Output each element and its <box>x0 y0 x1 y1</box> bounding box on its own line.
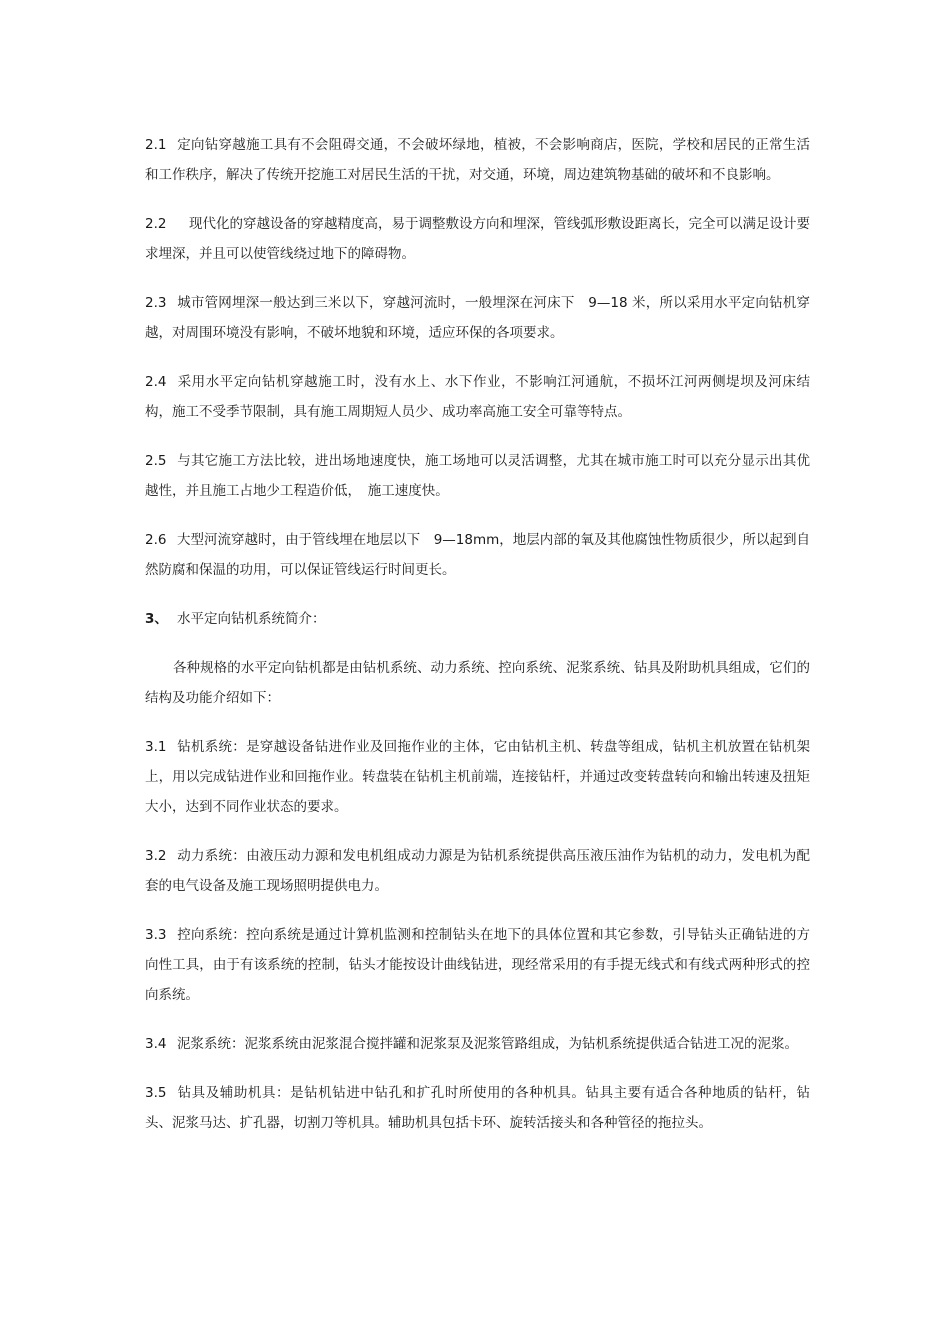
subsection-text: 控向系统：控向系统是通过计算机监测和控制钻头在地下的具体位置和其它参数，引导钻头正确钻进的方向性工具，由于有该系统的控制，钻头才能按设计曲线钻进，现经常采用的有手提无线式和有线式两种形式的控向系统。 <box>145 927 810 1003</box>
paragraph-2-2 <box>145 209 810 269</box>
subsection-number: 3.4 <box>145 1036 167 1052</box>
section-title: 水平定向钻机系统简介： <box>177 611 326 627</box>
paragraph-text: 采用水平定向钻机穿越施工时，没有水上、水下作业，不影响江河通航，不损坏江河两侧堤坝及河床结构，施工不受季节限制，具有施工周期短人员少、成功率高施工安全可靠等特点。 <box>145 374 810 420</box>
subsection-3-1 <box>145 732 810 822</box>
paragraph-text: 与其它施工方法比较，进出场地速度快，施工场地可以灵活调整，尤其在城市施工时可以充分显示出其优越性，并且施工占地少工程造价低， 施工速度快。 <box>145 453 810 499</box>
subsection-3-2 <box>145 841 810 901</box>
paragraph-number: 2.5 <box>145 453 167 469</box>
paragraph-number: 2.2 <box>145 216 167 232</box>
subsection-3-5 <box>145 1078 810 1138</box>
paragraph-number: 2.4 <box>145 374 167 390</box>
paragraph-text: 定向钻穿越施工具有不会阻碍交通，不会破坏绿地，植被，不会影响商店，医院，学校和居民的正常生活和工作秩序，解决了传统开挖施工对居民生活的干扰，对交通，环境，周边建筑物基础的破坏和不良影响。 <box>145 137 810 183</box>
paragraph-text: 大型河流穿越时，由于管线埋在地层以下 9—18mm，地层内部的氧及其他腐蚀性物质很少，所以起到自然防腐和保温的功用，可以保证管线运行时间更长。 <box>145 532 810 578</box>
paragraph-2-4 <box>145 367 810 427</box>
subsection-3-4 <box>145 1029 810 1059</box>
paragraph-text: 城市管网埋深一般达到三米以下，穿越河流时，一般埋深在河床下 9—18 米，所以采用水平定向钻机穿越，对周围环境没有影响，不破坏地貌和环境，适应环保的各项要求。 <box>145 295 810 341</box>
section-3-heading <box>145 604 810 634</box>
section-number: 3、 <box>145 611 168 627</box>
subsection-number: 3.3 <box>145 927 167 943</box>
subsection-number: 3.5 <box>145 1085 167 1101</box>
paragraph-text: 现代化的穿越设备的穿越精度高，易于调整敷设方向和埋深，管线弧形敷设距离长，完全可以满足设计要求埋深，并且可以使管线绕过地下的障碍物。 <box>145 216 810 262</box>
subsection-3-3 <box>145 920 810 1010</box>
document-page <box>145 130 810 1157</box>
paragraph-2-1 <box>145 130 810 190</box>
subsection-number: 3.2 <box>145 848 167 864</box>
paragraph-number: 2.3 <box>145 295 167 311</box>
subsection-text: 钻具及辅助机具：是钻机钻进中钻孔和扩孔时所使用的各种机具。钻具主要有适合各种地质的钻杆，钻头、泥浆马达、扩孔器，切割刀等机具。辅助机具包括卡环、旋转活接头和各种管径的拖拉头。 <box>145 1085 810 1131</box>
paragraph-number: 2.6 <box>145 532 167 548</box>
subsection-text: 泥浆系统：泥浆系统由泥浆混合搅拌罐和泥浆泵及泥浆管路组成，为钻机系统提供适合钻进工况的泥浆。 <box>177 1036 798 1052</box>
section-3-intro: 各种规格的水平定向钻机都是由钻机系统、动力系统、控向系统、泥浆系统、钻具及附助机具组成，它们的结构及功能介绍如下： <box>145 660 810 706</box>
paragraph-2-6 <box>145 525 810 585</box>
paragraph-number: 2.1 <box>145 137 167 153</box>
paragraph-2-3 <box>145 288 810 348</box>
subsection-text: 动力系统：由液压动力源和发电机组成动力源是为钻机系统提供高压液压油作为钻机的动力，发电机为配套的电气设备及施工现场照明提供电力。 <box>145 848 810 894</box>
subsection-text: 钻机系统：是穿越设备钻进作业及回拖作业的主体，它由钻机主机、转盘等组成，钻机主机放置在钻机架上，用以完成钻进作业和回拖作业。转盘装在钻机主机前端，连接钻杆，并通过改变转盘转向和输出转速及扭矩大小，达到不同作业状态的要求。 <box>145 739 810 815</box>
paragraph-2-5 <box>145 446 810 506</box>
subsection-number: 3.1 <box>145 739 167 755</box>
